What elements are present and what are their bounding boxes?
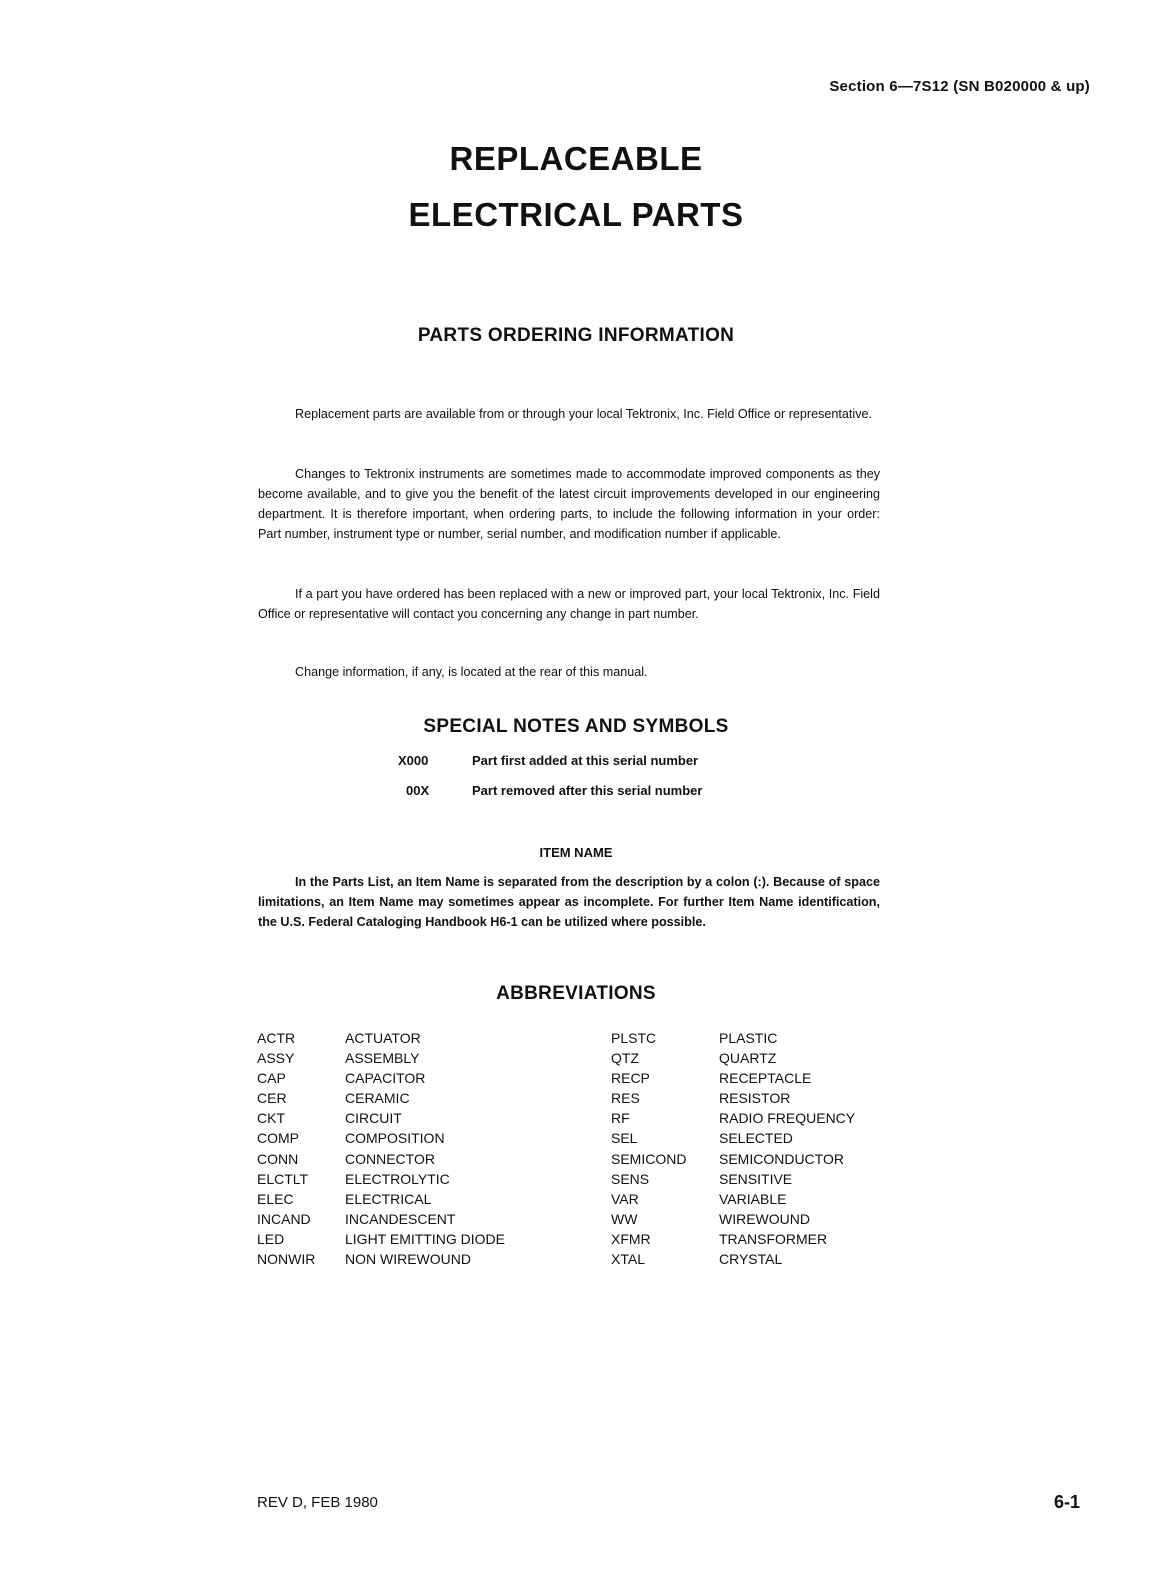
abbreviations-right-column	[611, 1028, 855, 1269]
abbreviation-row	[611, 1028, 855, 1048]
symbols-list	[398, 752, 702, 812]
abbreviation-meaning: CRYSTAL	[719, 1251, 783, 1268]
abbreviation-meaning: ELECTRICAL	[345, 1190, 432, 1207]
abbreviation-row	[611, 1229, 855, 1249]
abbreviation-code: XFMR	[611, 1230, 651, 1247]
abbreviation-code: ACTR	[257, 1030, 296, 1046]
abbreviation-meaning: QUARTZ	[719, 1050, 777, 1067]
item-name-heading: ITEM NAME	[539, 845, 613, 860]
abbreviation-meaning: ASSEMBLY	[345, 1050, 420, 1067]
abbreviation-meaning: NON WIREWOUND	[345, 1251, 471, 1268]
abbreviation-meaning: SEMICONDUCTOR	[719, 1150, 844, 1167]
abbreviation-row	[611, 1169, 855, 1189]
abbreviation-meaning: CONNECTOR	[345, 1150, 435, 1167]
abbreviation-meaning: VARIABLE	[719, 1190, 787, 1207]
abbreviation-meaning: RESISTOR	[719, 1090, 791, 1107]
symbol-code: X000	[398, 753, 429, 768]
abbreviation-code: WW	[611, 1210, 638, 1227]
abbreviation-code: VAR	[611, 1190, 639, 1207]
abbreviation-code: RF	[611, 1110, 630, 1127]
abbreviation-code: INCAND	[257, 1210, 311, 1227]
abbreviation-row	[257, 1108, 505, 1128]
abbreviation-code: CAP	[257, 1070, 286, 1087]
symbol-row	[398, 782, 702, 812]
abbreviation-code: ELCTLT	[257, 1170, 309, 1187]
abbreviation-code: CKT	[257, 1110, 285, 1127]
abbreviation-row	[611, 1048, 855, 1068]
ordering-paragraph: Change information, if any, is located at the rear of this manual.	[295, 665, 648, 679]
abbreviation-code: COMP	[257, 1130, 299, 1147]
abbreviation-meaning: COMPOSITION	[345, 1130, 445, 1147]
abbreviation-row	[611, 1189, 855, 1209]
abbreviations-heading: ABBREVIATIONS	[496, 983, 656, 1004]
special-notes-heading: SPECIAL NOTES AND SYMBOLS	[423, 716, 729, 737]
abbreviation-row	[257, 1249, 505, 1269]
abbreviation-code: SEMICOND	[611, 1150, 687, 1167]
page-title-line-1: REPLACEABLE	[449, 140, 703, 177]
abbreviation-meaning: RECEPTACLE	[719, 1070, 812, 1087]
revision-date: REV D, FEB 1980	[257, 1494, 378, 1511]
ordering-paragraph: Changes to Tektronix instruments are sometimes made to accommodate improved components as they become available, and to give you the benefit of the latest circuit improvements developed in our engineering department. It is therefore important, when ordering parts, to include the following information in your order: Part number, instrument type or number, serial number, and modification number if applicable.	[258, 467, 880, 541]
abbreviation-code: ASSY	[257, 1050, 295, 1067]
abbreviation-row	[257, 1149, 505, 1169]
page-number: 6-1	[1053, 1492, 1080, 1512]
abbreviation-meaning: SELECTED	[719, 1130, 793, 1147]
abbreviation-meaning: ACTUATOR	[345, 1030, 421, 1046]
abbreviation-meaning: CIRCUIT	[345, 1110, 402, 1127]
abbreviation-code: RECP	[611, 1070, 650, 1087]
abbreviation-code: RES	[611, 1090, 640, 1107]
abbreviation-code: SEL	[611, 1130, 638, 1147]
abbreviation-row	[611, 1128, 855, 1148]
abbreviation-meaning: RADIO FREQUENCY	[719, 1110, 856, 1127]
abbreviation-row	[611, 1209, 855, 1229]
abbreviation-code: CER	[257, 1090, 287, 1107]
abbreviation-row	[257, 1209, 505, 1229]
abbreviation-row	[257, 1169, 505, 1189]
abbreviation-meaning: SENSITIVE	[719, 1170, 793, 1187]
abbreviation-code: PLSTC	[611, 1030, 657, 1046]
symbol-row	[398, 752, 702, 782]
abbreviation-code: CONN	[257, 1150, 299, 1167]
symbol-description: Part first added at this serial number	[472, 753, 699, 768]
abbreviation-row	[257, 1088, 505, 1108]
abbreviation-row	[611, 1108, 855, 1128]
abbreviation-meaning: ELECTROLYTIC	[345, 1170, 450, 1187]
abbreviation-meaning: PLASTIC	[719, 1030, 778, 1046]
abbreviation-meaning: WIREWOUND	[719, 1210, 810, 1227]
abbreviation-row	[257, 1128, 505, 1148]
abbreviation-code: QTZ	[611, 1050, 639, 1067]
abbreviation-code: LED	[257, 1230, 285, 1247]
abbreviation-code: SENS	[611, 1170, 650, 1187]
abbreviation-row	[611, 1068, 855, 1088]
ordering-paragraph: Replacement parts are available from or through your local Tektronix, Inc. Field Office or representative.	[295, 407, 873, 421]
abbreviation-code: NONWIR	[257, 1251, 316, 1268]
item-name-paragraph: In the Parts List, an Item Name is separated from the description by a colon (:). Because of space limitations, an Item Name may sometimes appear as incomplete. For further Item Name identification, the U.S. Federal Cataloging Handbook H6-1 can be utilized where possible.	[258, 875, 880, 929]
ordering-paragraph: If a part you have ordered has been replaced with a new or improved part, your local Tektronix, Inc. Field Office or representative will contact you concerning any change in part number.	[258, 587, 880, 621]
abbreviation-row	[611, 1249, 855, 1269]
abbreviation-row	[257, 1229, 505, 1249]
abbreviations-left-column	[257, 1028, 505, 1269]
abbreviation-meaning: CERAMIC	[345, 1090, 410, 1107]
abbreviation-meaning: LIGHT EMITTING DIODE	[345, 1230, 505, 1247]
abbreviation-code: ELEC	[257, 1190, 294, 1207]
abbreviation-row	[611, 1088, 855, 1108]
abbreviation-row	[611, 1149, 855, 1169]
abbreviation-row	[257, 1048, 505, 1068]
page-title-line-2: ELECTRICAL PARTS	[408, 196, 744, 233]
abbreviation-meaning: CAPACITOR	[345, 1070, 426, 1087]
abbreviation-meaning: TRANSFORMER	[719, 1230, 828, 1247]
abbreviation-code: XTAL	[611, 1251, 645, 1268]
abbreviation-row	[257, 1028, 505, 1048]
section-header: Section 6—7S12 (SN B020000 & up)	[829, 78, 1090, 95]
symbol-description: Part removed after this serial number	[472, 783, 703, 798]
ordering-heading: PARTS ORDERING INFORMATION	[417, 325, 735, 346]
symbol-code: 00X	[406, 783, 430, 798]
abbreviation-row	[257, 1189, 505, 1209]
abbreviation-row	[257, 1068, 505, 1088]
abbreviation-meaning: INCANDESCENT	[345, 1210, 456, 1227]
